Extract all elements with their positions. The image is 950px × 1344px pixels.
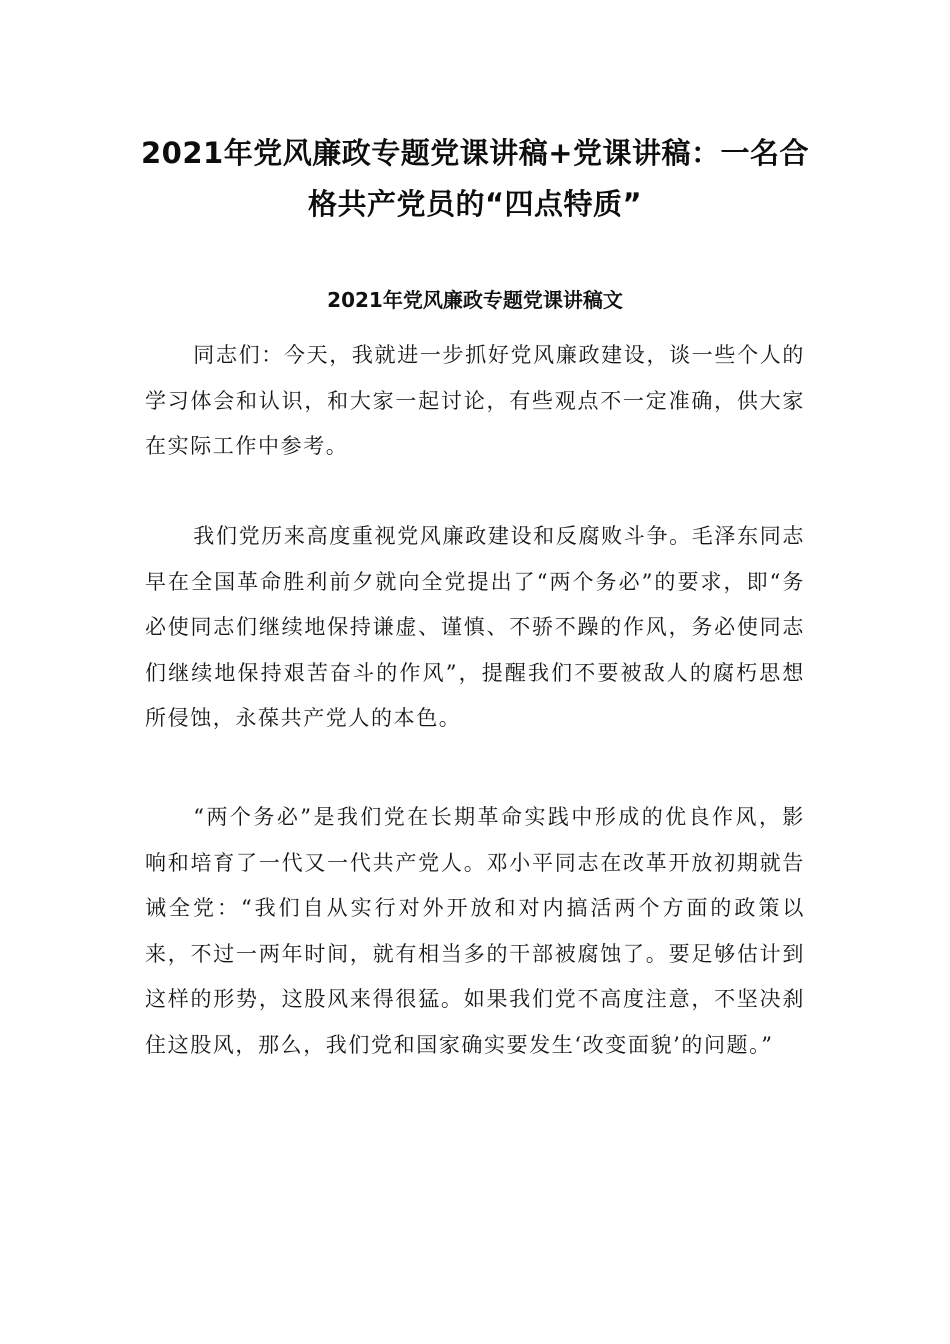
paragraph-1: 同志们：今天，我就进一步抓好党风廉政建设，谈一些个人的学习体会和认识，和大家一起讨论，有些观点不一定准确，供大家在实际工作中参考。 [145, 343, 805, 458]
document-title: 2021年党风廉政专题党课讲稿+党课讲稿：一名合格共产党员的“四点特质” [140, 136, 809, 221]
paragraph-3: “两个务必”是我们党在长期革命实践中形成的优良作风，影响和培育了一代又一代共产党人。邓小平同志在改革开放初期就告诫全党：“我们自从实行对外开放和对内搞活两个方面的政策以来，不过一两年时间，就有相当多的干部被腐蚀了。要足够估计到这样的形势，这股风来得很猛。如果我们党不高度注意，不坚决刹住这股风，那么，我们党和国家确实要发生‘改变面貌’的问题。” [145, 805, 805, 1057]
paragraph-2: 我们党历来高度重视党风廉政建设和反腐败斗争。毛泽东同志早在全国革命胜利前夕就向全党提出了“两个务必”的要求，即“务必使同志们继续地保持谦虚、谨慎、不骄不躁的作风，务必使同志们继续地保持艰苦奋斗的作风”，提醒我们不要被敌人的腐朽思想所侵蚀，永葆共产党人的本色。 [145, 524, 805, 730]
section-heading: 2021年党风廉政专题党课讲稿文 [327, 288, 623, 312]
